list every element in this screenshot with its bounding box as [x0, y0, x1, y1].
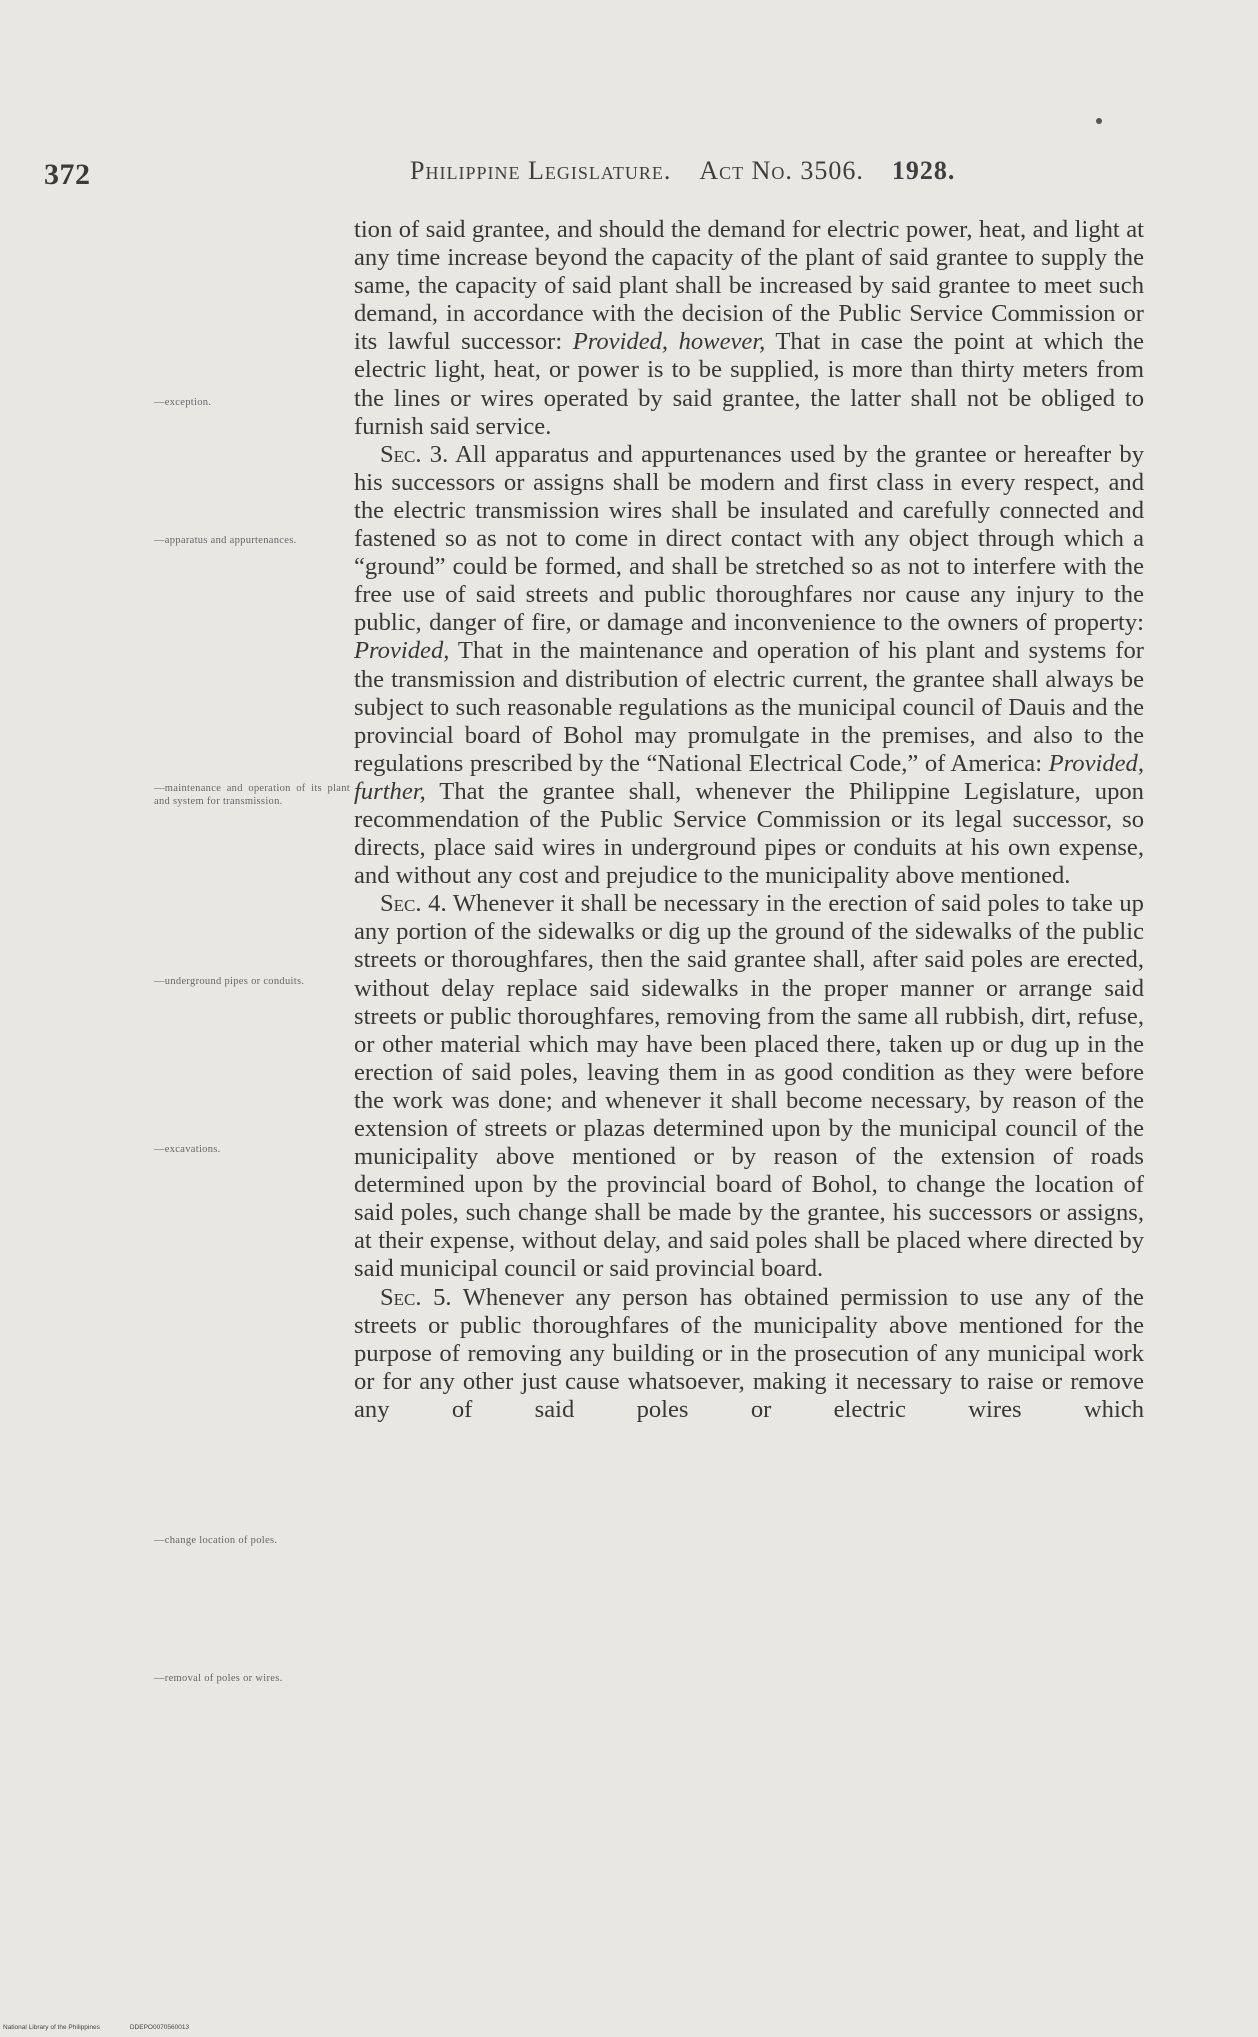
margin-note-exception: —exception.: [154, 397, 212, 408]
footer-code: DDEPO0070560013: [129, 2024, 190, 2031]
section-3-proviso: Provided,: [354, 637, 450, 665]
margin-note-maintenance: —maintenance and operation of its plant and system for transmission.: [154, 783, 350, 807]
act-year: 1928.: [891, 156, 956, 185]
margin-note-apparatus: —apparatus and appurtenances.: [154, 535, 297, 546]
section-5-label: Sec. 5.: [380, 1283, 452, 1311]
paragraph-continuation: [354, 216, 1144, 441]
scan-footer: [3, 2024, 219, 2031]
section-4-label: Sec. 4.: [380, 890, 447, 918]
section-3-text-2: That in the maintenance and operation of his plant and systems for the transmission and distribution of electric current, the grantee shall always be subject to such reasonable regulations as the municipal council of Dauis and the provincial board of Bohol may promulgate in the premises, and also to the regulations prescribed by the “National Electrical Code,” of America:: [354, 637, 1144, 777]
section-5: [354, 1284, 1144, 1424]
ink-dot: [1096, 118, 1102, 124]
section-4: [354, 890, 1144, 1283]
margin-note-removal: —removal of poles or wires.: [154, 1673, 283, 1684]
section-4-text: Whenever it shall be necessary in the erection of said poles to take up any portion of the sidewalks or dig up the ground of the sidewalks of the public streets or thoroughfares, then the said grantee shall, after said poles are erected, without delay replace said sidewalks in the proper manner or arrange said streets or public thoroughfares, removing from the same all rubbish, dirt, refuse, or other material which may have been placed there, taken up or dug up in the erection of said poles, leaving them in as good condition as they were before the work was done; and whenever it shall become necessary, by reason of the extension of streets or plazas determined upon by the municipal council of the municipality above mentioned or by reason of the extension of roads determined upon by the provincial board of Bohol, to change the location of said poles, such change shall be made by the grantee, his successors or assigns, at their expense, without delay, and said poles shall be placed where directed by said municipal council or said provincial board.: [354, 890, 1144, 1283]
section-3-text: All apparatus and appurtenances used by the grantee or hereafter by his successors or assigns shall be modern and first class in every respect, and the electric transmission wires shall be insulated and carefully connected and fastened so as not to come in direct contact with any object through which a “ground” could be formed, and shall be stretched so as not to interfere with the free use of said streets and public thoroughfares nor cause any injury to the public, danger of fire, or damage and inconvenience to the owners of property:: [354, 440, 1144, 637]
section-3-proviso-further: Provided, further,: [354, 749, 1144, 805]
running-head: [410, 156, 955, 186]
section-3-label: Sec. 3.: [380, 440, 449, 468]
body-text: [354, 216, 1144, 1424]
page-number: 372: [44, 158, 91, 191]
margin-note-change-location: —change location of poles.: [154, 1535, 278, 1546]
margin-note-excavations: —excavations.: [154, 1144, 221, 1155]
section-3: [354, 441, 1144, 891]
footer-library: National Library of the Philippines: [3, 2024, 100, 2031]
p1-rest: That in case the point at which the electric light, heat, or power is to be supplied, is more than thirty meters from the lines or wires operated by said grantee, the latter shall not be obliged to furnish said service.: [354, 328, 1144, 440]
section-5-text: Whenever any person has obtained permission to use any of the streets or public thoroughfares of the municipality above mentioned for the purpose of removing any building or in the prosecution of any municipal work or for any other just cause whatsoever, making it necessary to raise or remove any of said poles or electric wires which: [354, 1283, 1144, 1423]
margin-note-underground: —underground pipes or conduits.: [154, 976, 305, 987]
running-title: Philippine Legislature.: [410, 156, 672, 185]
section-3-text-3: That the grantee shall, whenever the Philippine Legislature, upon recommendation of the Public Service Commission or its legal successor, so directs, place said wires in underground pipes or conduits at his own expense, and without any cost and prejudice to the municipality above mentioned.: [354, 777, 1144, 890]
p1-proviso: Provided, however,: [572, 328, 766, 356]
act-number: Act No. 3506.: [699, 156, 864, 185]
p1-text: tion of said grantee, and should the demand for electric power, heat, and light at any time increase beyond the capacity of the plant of said grantee to supply the same, the capacity of said plant shall be increased by said grantee to meet such demand, in accordance with the decision of the Public Service Commission or its lawful successor:: [354, 216, 1144, 356]
